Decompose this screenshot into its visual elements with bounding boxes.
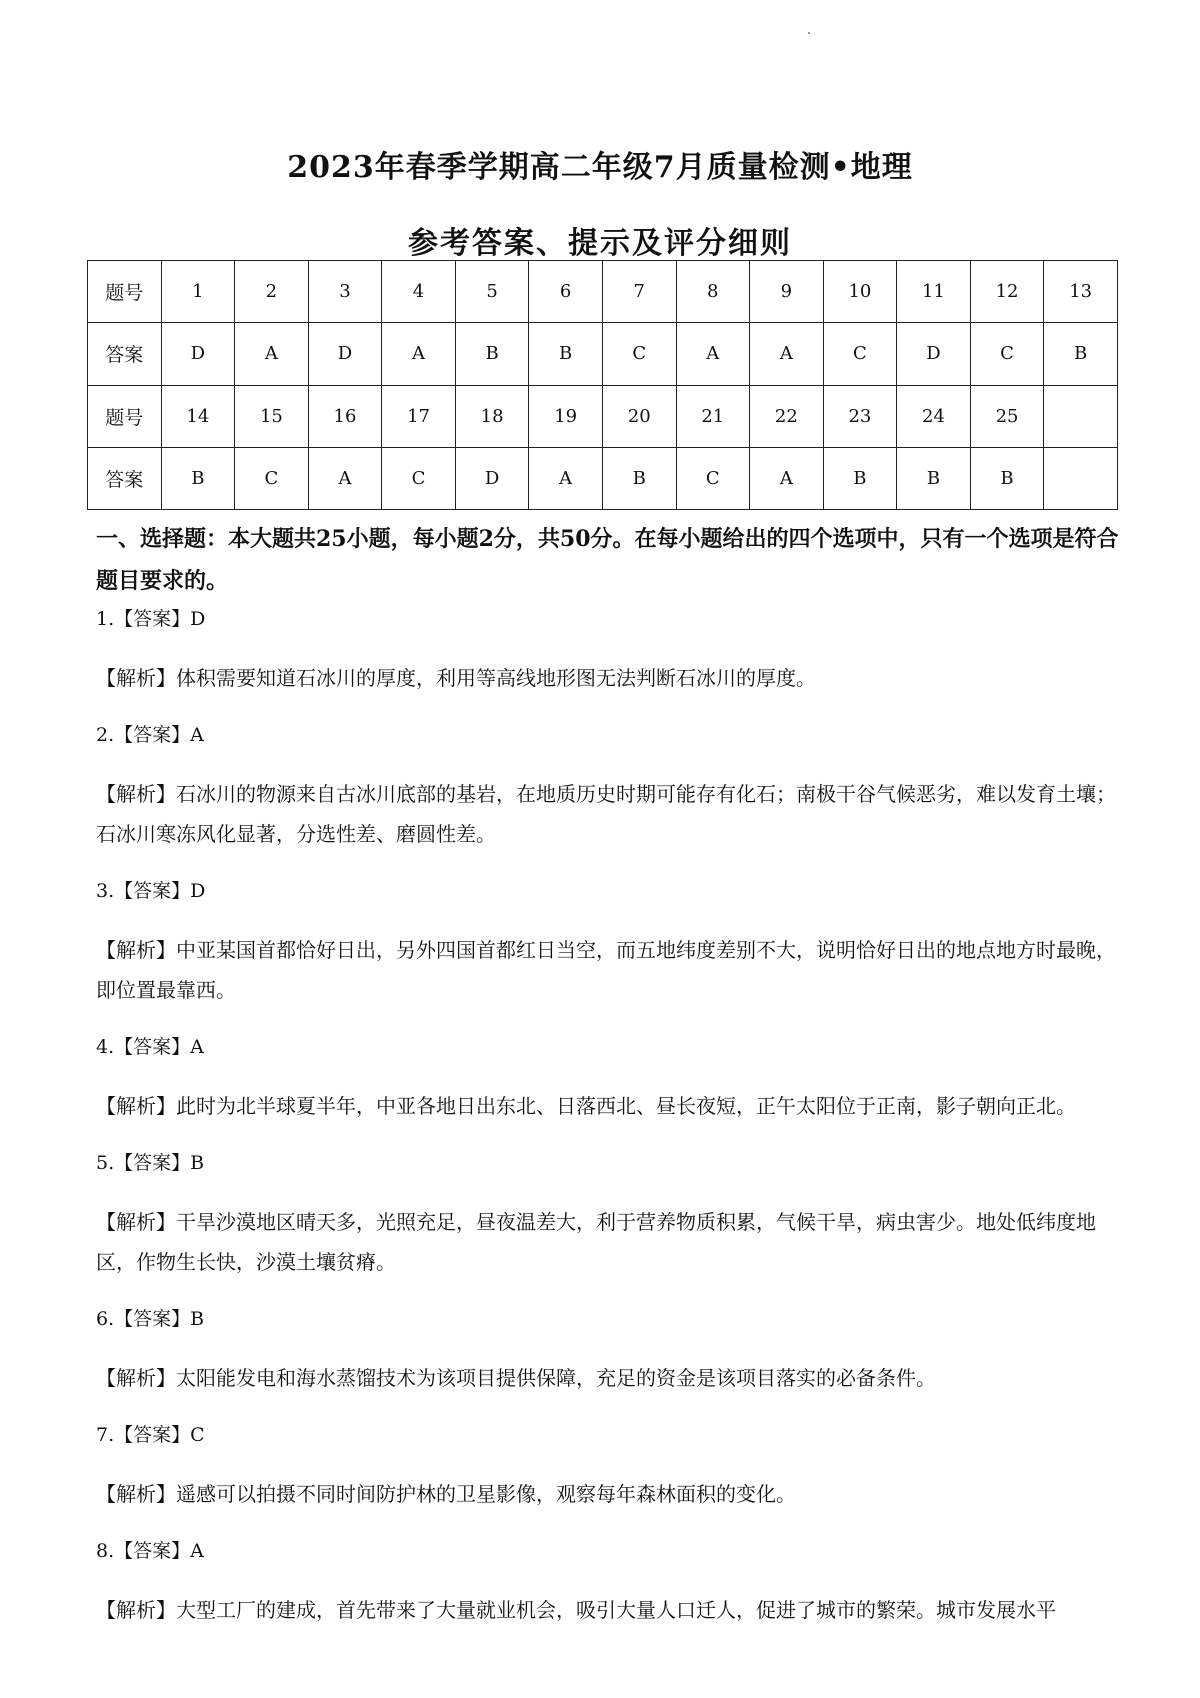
question-number-cell: 18 (455, 385, 529, 447)
analysis-paragraph: 【解析】太阳能发电和海水蒸馏技术为该项目提供保障，充足的资金是该项目落实的必备条件。 (96, 1366, 936, 1390)
table-row-answers (88, 323, 1118, 385)
analysis-paragraph: 【解析】体积需要知道石冰川的厚度，利用等高线地形图无法判断石冰川的厚度。 (96, 666, 816, 690)
question-number-cell: 4 (382, 261, 456, 323)
answer-cell: C (602, 323, 676, 385)
answer-cell: C (823, 323, 897, 385)
answer-cell: D (308, 323, 382, 385)
row-label-answer: 答案 (88, 447, 162, 509)
answer-list (96, 604, 1120, 1652)
answer-line: 3.【答案】D (96, 880, 206, 902)
question-number-cell: 25 (970, 385, 1044, 447)
answer-cell: C (970, 323, 1044, 385)
analysis-paragraph: 【解析】中亚某国首都恰好日出，另外四国首都红日当空，而五地纬度差别不大，说明恰好日出的地点地方时最晚，即位置最靠西。 (96, 938, 1116, 1002)
answer-line: 6.【答案】B (96, 1308, 205, 1330)
question-number-cell: 6 (529, 261, 603, 323)
answer-cell: B (529, 323, 603, 385)
answer-cell: B (823, 447, 897, 509)
answer-cell: A (750, 447, 824, 509)
question-number-cell: 12 (970, 261, 1044, 323)
answer-cell: B (455, 323, 529, 385)
answer-line: 2.【答案】A (96, 724, 204, 746)
section-heading: 一、选择题：本大题共25小题，每小题2分，共50分。在每小题给出的四个选项中，只有一个选项是符合题目要求的。 (96, 526, 1119, 594)
question-number-cell: 17 (382, 385, 456, 447)
answer-table (87, 260, 1118, 510)
answer-cell (1044, 447, 1118, 509)
table-row-numbers (88, 385, 1118, 447)
answer-cell: A (235, 323, 309, 385)
answer-cell: A (308, 447, 382, 509)
answer-cell: B (1044, 323, 1118, 385)
answer-line: 8.【答案】A (96, 1540, 204, 1562)
page-title: 2023年春季学期高二年级7月质量检测•地理 (287, 150, 913, 185)
question-number-cell: 21 (676, 385, 750, 447)
question-number-cell: 5 (455, 261, 529, 323)
answer-cell: A (750, 323, 824, 385)
question-number-cell: 8 (676, 261, 750, 323)
answer-cell: D (455, 447, 529, 509)
question-number-cell: 9 (750, 261, 824, 323)
question-number-cell: 11 (897, 261, 971, 323)
answer-line: 4.【答案】A (96, 1036, 204, 1058)
question-number-cell: 13 (1044, 261, 1118, 323)
question-number-cell: 10 (823, 261, 897, 323)
question-number-cell: 22 (750, 385, 824, 447)
question-number-cell: 1 (161, 261, 235, 323)
answer-cell: C (676, 447, 750, 509)
row-label-answer: 答案 (88, 323, 162, 385)
row-label-number: 题号 (88, 261, 162, 323)
answer-cell: C (235, 447, 309, 509)
answer-cell: D (161, 323, 235, 385)
answer-cell: A (529, 447, 603, 509)
question-number-cell: 23 (823, 385, 897, 447)
analysis-paragraph: 【解析】大型工厂的建成，首先带来了大量就业机会，吸引大量人口迁人，促进了城市的繁荣。城市发展水平 (96, 1598, 1056, 1622)
question-number-cell (1044, 385, 1118, 447)
analysis-paragraph: 【解析】干旱沙漠地区晴天多，光照充足，昼夜温差大，利于营养物质积累，气候干旱，病虫害少。地处低纬度地区，作物生长快，沙漠土壤贫瘠。 (96, 1210, 1096, 1274)
answer-cell: B (161, 447, 235, 509)
answer-line: 1.【答案】D (96, 608, 206, 630)
page-subtitle: 参考答案、提示及评分细则 (408, 226, 792, 261)
table-row-numbers (88, 261, 1118, 323)
question-number-cell: 7 (602, 261, 676, 323)
answer-cell: B (970, 447, 1044, 509)
analysis-paragraph: 【解析】遥感可以拍摄不同时间防护林的卫星影像，观察每年森林面积的变化。 (96, 1482, 796, 1506)
question-number-cell: 24 (897, 385, 971, 447)
question-number-cell: 3 (308, 261, 382, 323)
analysis-paragraph: 【解析】此时为北半球夏半年，中亚各地日出东北、日落西北、昼长夜短，正午太阳位于正南，影子朝向正北。 (96, 1094, 1076, 1118)
answer-cell: A (382, 323, 456, 385)
question-number-cell: 15 (235, 385, 309, 447)
question-number-cell: 19 (529, 385, 603, 447)
scan-speck (808, 32, 810, 34)
answer-cell: B (897, 447, 971, 509)
answer-line: 5.【答案】B (96, 1152, 205, 1174)
question-number-cell: 20 (602, 385, 676, 447)
answer-cell: C (382, 447, 456, 509)
question-number-cell: 14 (161, 385, 235, 447)
question-number-cell: 16 (308, 385, 382, 447)
answer-cell: B (602, 447, 676, 509)
answer-line: 7.【答案】C (96, 1424, 205, 1446)
question-number-cell: 2 (235, 261, 309, 323)
answer-cell: A (676, 323, 750, 385)
answer-cell: D (897, 323, 971, 385)
table-row-answers (88, 447, 1118, 509)
analysis-paragraph: 【解析】石冰川的物源来自古冰川底部的基岩，在地质历史时期可能存有化石；南极干谷气候恶劣，难以发育土壤；石冰川寒冻风化显著，分选性差、磨圆性差。 (96, 782, 1116, 846)
row-label-number: 题号 (88, 385, 162, 447)
